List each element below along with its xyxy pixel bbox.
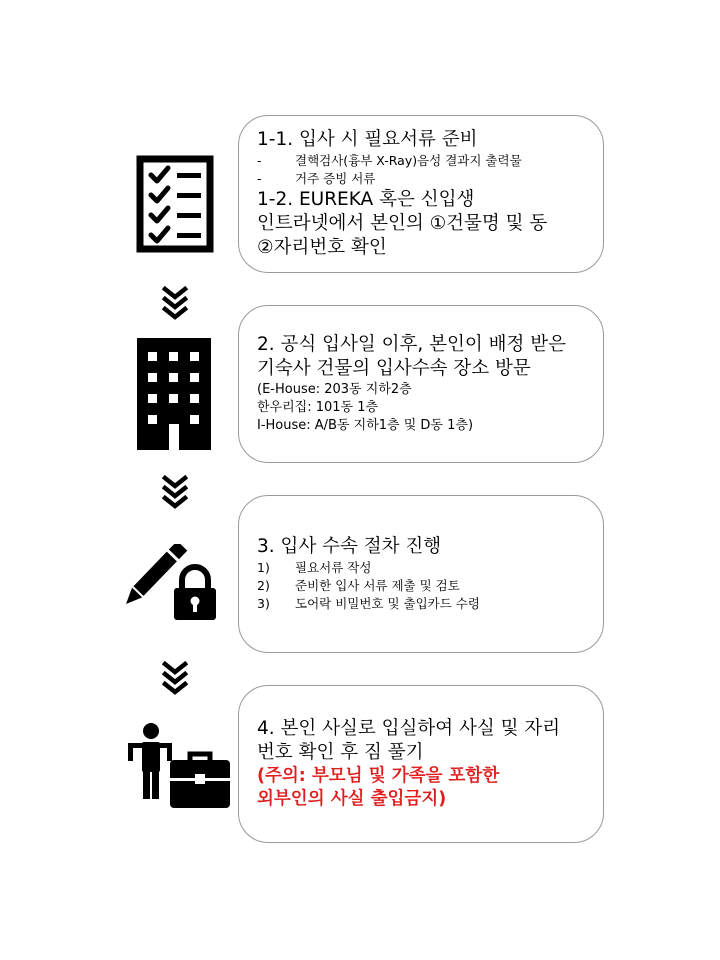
step1-item xyxy=(257,152,589,170)
list-marker: 3) xyxy=(257,596,270,611)
step1-item xyxy=(257,170,589,188)
double-chevron-down-icon xyxy=(162,474,188,510)
list-item: 도어락 비밀번호 및 출입카드 수령 xyxy=(295,596,480,611)
list-marker: - xyxy=(257,171,262,186)
step1-subtitle-line: ②자리번호 확인 xyxy=(257,237,387,258)
double-chevron-down-icon xyxy=(162,660,188,696)
double-chevron-down-icon xyxy=(162,285,188,321)
step3-item xyxy=(257,559,589,577)
step2-title-line: 2. 공식 입사일 이후, 본인이 배정 받은 xyxy=(257,334,567,355)
step3-box xyxy=(238,495,604,653)
step1-title: 1-1. 입사 시 필요서류 준비 xyxy=(257,129,478,150)
step4-warning-line: 외부인의 사실 출입금지) xyxy=(257,789,447,809)
list-marker: 1) xyxy=(257,560,270,575)
building-icon xyxy=(137,338,211,450)
step2-detail-line: I-House: A/B동 지하1층 및 D동 1층) xyxy=(257,418,474,433)
step1-subtitle-line: 1-2. EUREKA 혹은 신입생 xyxy=(257,189,475,210)
list-marker: 2) xyxy=(257,578,270,593)
list-item: 거주 증빙 서류 xyxy=(295,171,376,186)
step2-detail-line: (E-House: 203동 지하2층 xyxy=(257,382,412,397)
step2-box xyxy=(238,305,604,463)
person-luggage-icon xyxy=(126,722,232,812)
list-marker: - xyxy=(257,153,262,168)
pencil-lock-icon xyxy=(124,544,220,622)
step2-detail-line: 한우리집: 101동 1층 xyxy=(257,400,379,415)
step3-item xyxy=(257,577,589,595)
step3-item xyxy=(257,595,589,613)
checklist-icon xyxy=(136,155,214,253)
step1-subtitle-line: 인트라넷에서 본인의 ①건물명 및 동 xyxy=(257,213,548,234)
step4-warning-line: (주의: 부모님 및 가족을 포함한 xyxy=(257,766,500,786)
step4-box xyxy=(238,685,604,843)
step1-box xyxy=(238,115,604,273)
step2-title-line: 기숙사 건물의 입사수속 장소 방문 xyxy=(257,358,531,379)
list-item: 필요서류 작성 xyxy=(295,560,372,575)
step4-title-line: 번호 확인 후 짐 풀기 xyxy=(257,742,424,763)
step4-title-line: 4. 본인 사실로 입실하여 사실 및 자리 xyxy=(257,718,561,739)
list-item: 결핵검사(흉부 X-Ray)음성 결과지 출력물 xyxy=(295,153,522,168)
list-item: 준비한 입사 서류 제출 및 검토 xyxy=(295,578,460,593)
step3-title: 3. 입사 수속 절차 진행 xyxy=(257,536,442,557)
